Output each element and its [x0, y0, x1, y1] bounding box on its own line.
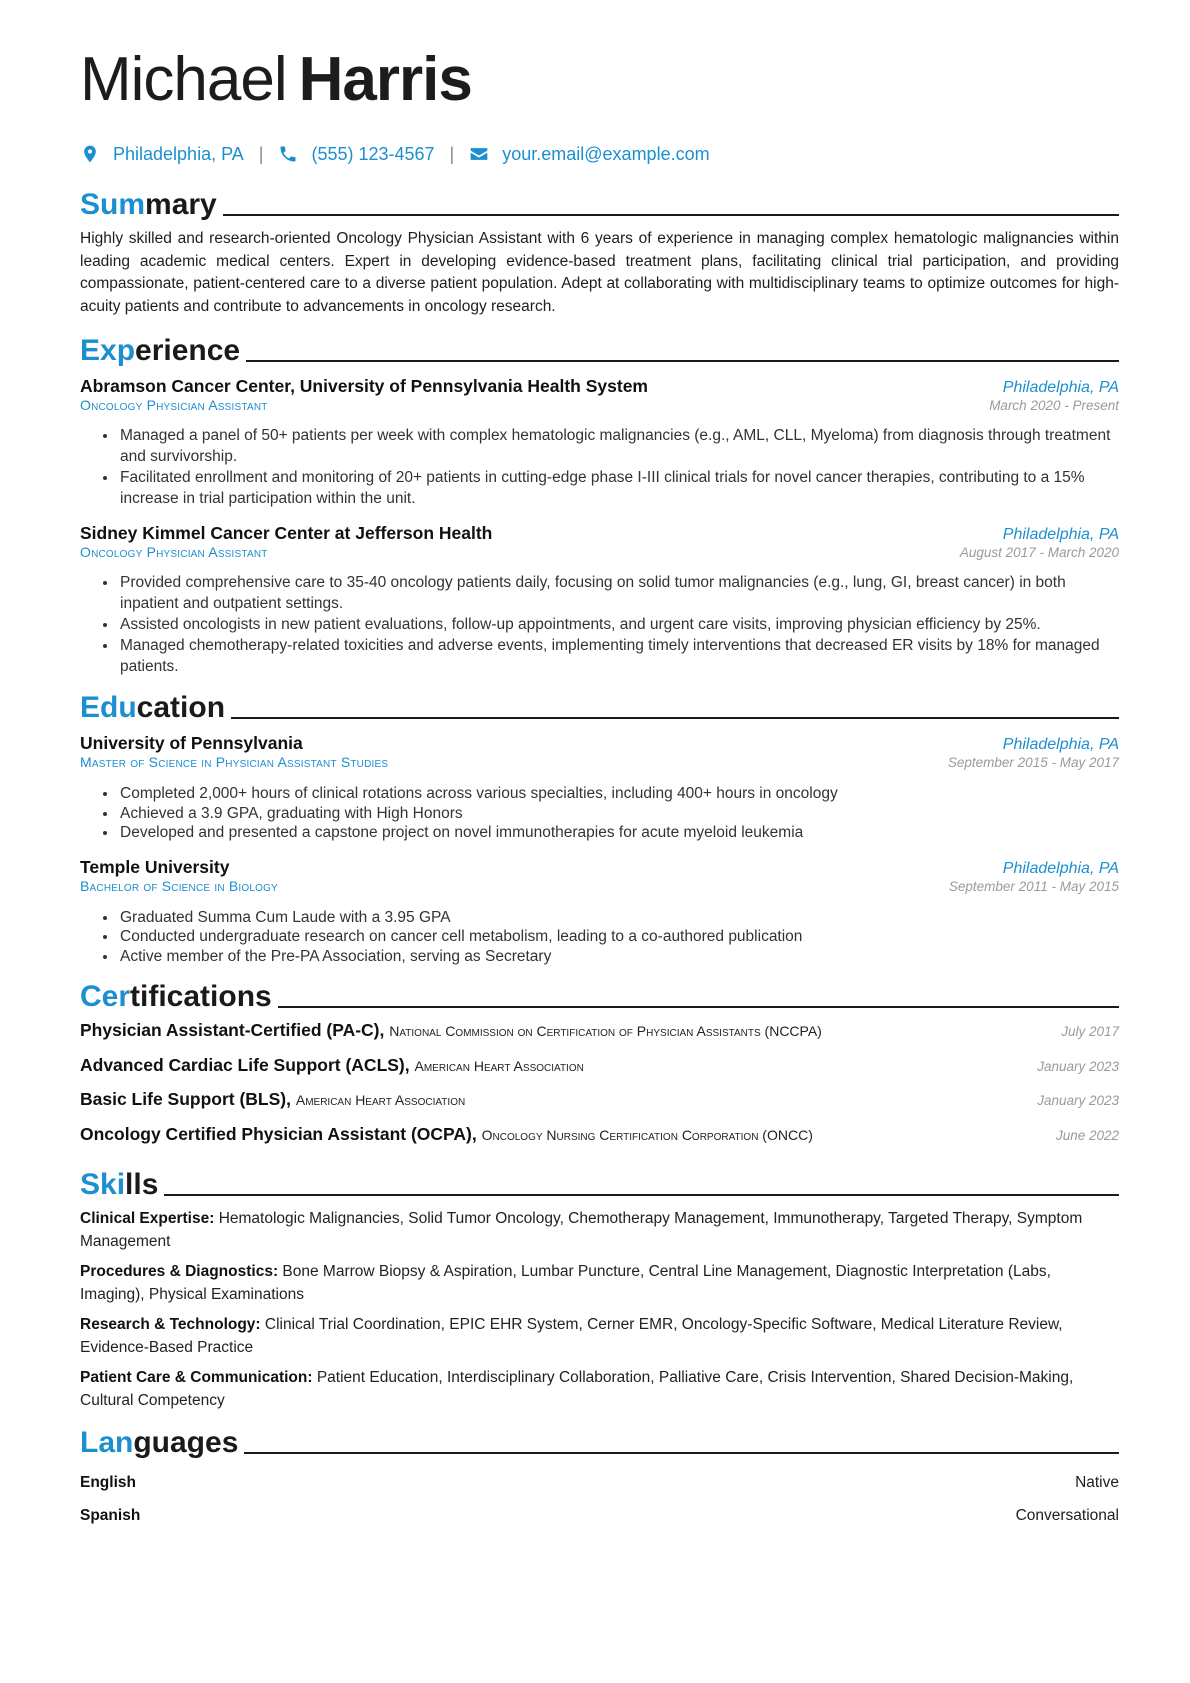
contact-location [80, 144, 244, 165]
bullet-item: • Completed 2,000+ hours of clinical rotations across various specialties, including 400+ hours in oncology [118, 784, 1119, 804]
employer-location: Philadelphia, PA [1002, 526, 1119, 543]
contact-email[interactable] [469, 144, 709, 165]
certification-row: Basic Life Support (BLS), American Heart Association January 2023 [80, 1089, 1119, 1109]
skill-group [80, 1367, 1119, 1412]
certification-name: Basic Life Support (BLS) [80, 1089, 287, 1109]
contact-separator: | [258, 143, 264, 164]
candidate-name [80, 30, 1119, 130]
section-summary-heading [80, 182, 1119, 222]
language-row [80, 1499, 1119, 1532]
section-languages-heading [80, 1420, 1119, 1460]
skill-category: Clinical Expertise: [80, 1210, 215, 1227]
section-title-rest: tifications [130, 980, 272, 1013]
language-row [80, 1466, 1119, 1499]
section-title-rest: mary [145, 188, 217, 221]
bullet-item: • Assisted oncologists in new patient evaluations, follow-up appointments, and urgent care visits, improving physician efficiency by 25%. [118, 614, 1119, 635]
employer-location: Philadelphia, PA [1002, 379, 1119, 396]
degree-title: Master of Science in Physician Assistant Studies [80, 754, 389, 770]
education-dates: September 2011 - May 2015 [948, 878, 1119, 894]
certification-issuer: American Heart Association [414, 1057, 584, 1074]
section-title-rest: guages [133, 1426, 239, 1459]
language-level: Conversational [1015, 1507, 1119, 1524]
skill-category: Procedures & Diagnostics: [80, 1263, 279, 1280]
job-title: Oncology Physician Assistant [80, 544, 268, 560]
phone-text: (555) 123-4567 [311, 143, 435, 164]
employer-name: Abramson Cancer Center, University of Pennsylvania Health System [80, 376, 648, 396]
school-name: University of Pennsylvania [80, 733, 303, 753]
job-title: Oncology Physician Assistant [80, 397, 268, 413]
bullet-item: • Facilitated enrollment and monitoring of 20+ patients in cutting-edge phase I-III clinical trials for novel cancer therapies, contributing to a 15% increase in trial participation within the unit. [118, 467, 1119, 509]
skill-group [80, 1208, 1119, 1253]
contact-line [80, 130, 1119, 178]
section-skills-heading [80, 1162, 1119, 1202]
section-title-accent: Ski [80, 1168, 126, 1201]
phone-icon [278, 144, 298, 164]
section-divider [223, 214, 1119, 216]
contact-phone[interactable] [278, 144, 434, 165]
language-name: English [80, 1474, 136, 1491]
certification-date: July 2017 [1061, 1024, 1119, 1039]
bullet-item: • Active member of the Pre-PA Association, serving as Secretary [118, 947, 1119, 967]
section-divider [164, 1194, 1119, 1196]
summary-text: Highly skilled and research-oriented Oncology Physician Assistant with 6 years of experience in managing complex hematologic malignancies within leading academic medical centers. Expert in developing evidence-based treatment plans, facilitating clinical trial participation, and providing compassionate, patient-centered care to a diverse patient population. Adept at collaborating with multidisciplinary teams to optimize outcomes for high-acuity patients and contribute to advancements in oncology research. [80, 230, 1119, 315]
bullet-item: • Achieved a 3.9 GPA, graduating with High Honors [118, 804, 1119, 824]
language-name: Spanish [80, 1507, 141, 1524]
first-name: Michael [80, 45, 287, 114]
certification-row: Advanced Cardiac Life Support (ACLS), American Heart Association January 2023 [80, 1054, 1119, 1075]
section-title-rest: erience [135, 334, 241, 367]
language-level: Native [1075, 1474, 1119, 1491]
bullet-item: • Managed chemotherapy-related toxicities and adverse events, implementing timely interventions that decreased ER visits by 18% for managed patients. [118, 635, 1119, 677]
certification-row: Physician Assistant-Certified (PA-C), National Commission on Certification of Physician Assistants (NCCPA) July 2017 [80, 1020, 1119, 1040]
education-dates: September 2015 - May 2017 [947, 755, 1119, 770]
contact-separator: | [449, 143, 455, 164]
bullet-item: • Graduated Summa Cum Laude with a 3.95 GPA [118, 908, 1119, 928]
bullet-item: • Provided comprehensive care to 35-40 oncology patients daily, focusing on solid tumor malignancies (e.g., lung, GI, breast cancer) in both inpatient and outpatient settings. [118, 572, 1119, 614]
section-education-heading [80, 685, 1119, 725]
school-name: Temple University [80, 856, 230, 877]
section-title-accent: Exp [80, 334, 136, 367]
experience-entry [80, 523, 1119, 677]
education-entry [80, 733, 1119, 843]
certification-issuer: American Heart Association [295, 1092, 466, 1108]
section-divider [231, 717, 1119, 719]
section-title-accent: Sum [80, 188, 146, 221]
section-title-accent: Cer [80, 980, 131, 1013]
education-entry [80, 857, 1119, 967]
section-divider [244, 1452, 1119, 1454]
bullet-item: • Conducted undergraduate research on cancer cell metabolism, leading to a co-authored publication [118, 927, 1119, 947]
skill-items: Bone Marrow Biopsy & Aspiration, Lumbar Puncture, Central Line Management, Diagnostic Interpretation (Labs, Imaging), Physical Examinations [80, 1263, 1051, 1303]
location-text: Philadelphia, PA [113, 143, 244, 164]
certification-name: Advanced Cardiac Life Support (ACLS) [80, 1054, 405, 1075]
skill-items: Clinical Trial Coordination, EPIC EHR System, Cerner EMR, Oncology-Specific Software, Medical Literature Review, Evidence-Based Practice [80, 1316, 1063, 1356]
envelope-icon [469, 144, 489, 164]
skill-group [80, 1314, 1119, 1359]
certification-name: Oncology Certified Physician Assistant (OCPA) [80, 1123, 472, 1144]
bullet-list [80, 784, 1119, 843]
bullet-list [80, 572, 1119, 677]
experience-entry [80, 376, 1119, 509]
section-divider [246, 360, 1119, 362]
job-dates: March 2020 - Present [989, 398, 1119, 413]
map-pin-icon [80, 144, 100, 164]
bullet-list [80, 425, 1119, 509]
school-location: Philadelphia, PA [1002, 736, 1119, 753]
certification-date: January 2023 [1037, 1093, 1119, 1108]
skill-items: Hematologic Malignancies, Solid Tumor Oncology, Chemotherapy Management, Immunotherapy, Targeted Therapy, Symptom Management [80, 1210, 1083, 1250]
section-title-accent: Edu [80, 691, 137, 724]
bullet-item: • Developed and presented a capstone project on novel immunotherapies for acute myeloid leukemia [118, 823, 1119, 843]
certification-name: Physician Assistant-Certified (PA-C) [80, 1020, 380, 1040]
section-divider [278, 1006, 1119, 1008]
skill-items: Patient Education, Interdisciplinary Collaboration, Palliative Care, Crisis Intervention, Shared Decision-Making, Cultural Competency [80, 1369, 1074, 1409]
section-experience-heading [80, 328, 1119, 368]
email-link[interactable]: your.email@example.com [502, 143, 710, 164]
school-location: Philadelphia, PA [1002, 859, 1119, 877]
job-dates: August 2017 - March 2020 [959, 545, 1119, 560]
last-name: Harris [298, 45, 472, 114]
degree-title: Bachelor of Science in Biology [80, 877, 278, 894]
skill-category: Research & Technology: [80, 1316, 261, 1333]
certification-issuer: Oncology Nursing Certification Corporation (ONCC) [481, 1126, 813, 1143]
bullet-list [80, 908, 1119, 967]
certification-date: January 2023 [1037, 1058, 1119, 1074]
section-title-rest: lls [125, 1168, 159, 1201]
section-title-accent: Lan [80, 1426, 134, 1459]
section-certifications-heading [80, 974, 1119, 1014]
section-title-rest: cation [136, 691, 226, 724]
bullet-item: • Managed a panel of 50+ patients per week with complex hematologic malignancies (e.g., AML, CLL, Myeloma) from diagnosis through treatment and survivorship. [118, 425, 1119, 467]
certification-row: Oncology Certified Physician Assistant (OCPA), Oncology Nursing Certification Corporation (ONCC) June 2022 [80, 1123, 1119, 1144]
certification-date: June 2022 [1055, 1127, 1119, 1143]
skill-group [80, 1261, 1119, 1306]
certification-issuer: National Commission on Certification of Physician Assistants (NCCPA) [389, 1023, 822, 1039]
skill-category: Patient Care & Communication: [80, 1369, 313, 1386]
employer-name: Sidney Kimmel Cancer Center at Jefferson Health [80, 523, 493, 543]
